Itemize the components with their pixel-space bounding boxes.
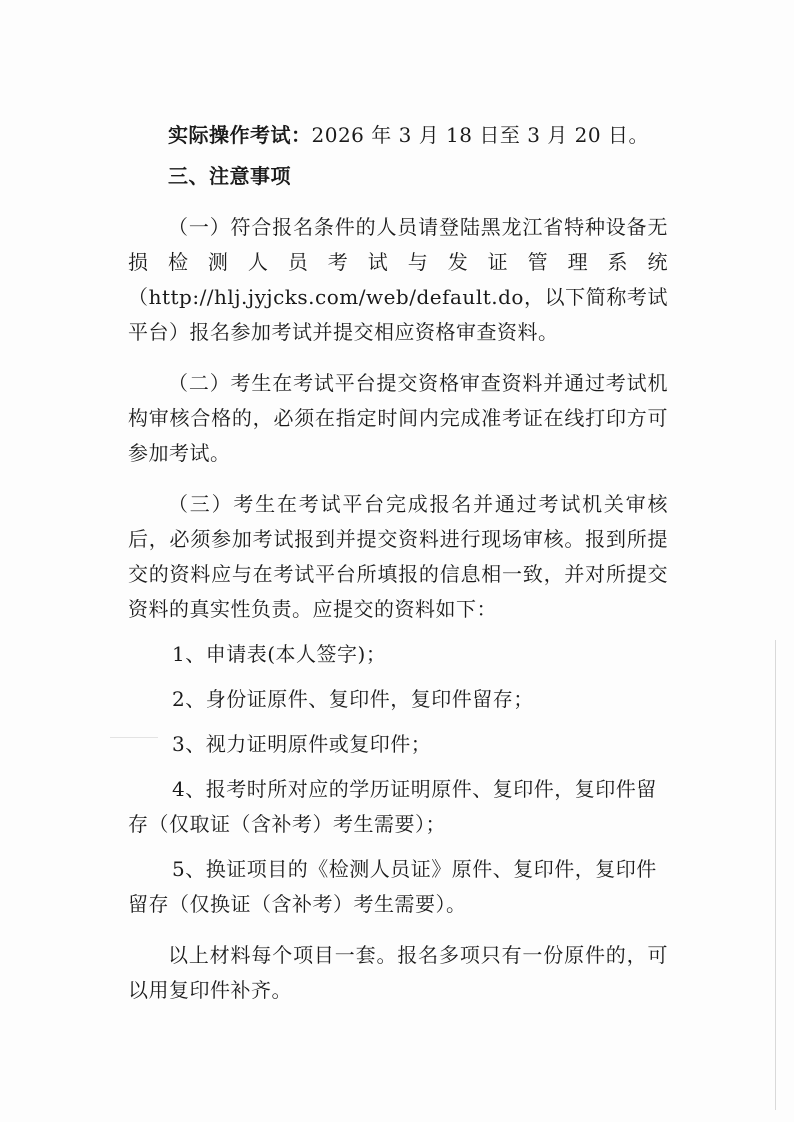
paragraph-3: （三）考生在考试平台完成报名并通过考试机关审核后，必须参加考试报到并提交资料进行现场审核。报到所提交的资料应与在考试平台所填报的信息相一致，并对所提交资料的真实性负责。应提交的资料如下： <box>128 492 668 621</box>
paragraph-1: （一）符合报名条件的人员请登陆黑龙江省特种设备无损检测人员考试与发证管理系统（http://hlj.jyjcks.com/web/default.do，以下简称考试平台）报名参加考试并提交相应资格审查资料。 <box>128 215 668 344</box>
list-item-5: 5、换证项目的《检测人员证》原件、复印件，复印件留存（仅换证（含补考）考生需要）。 <box>128 857 657 916</box>
list-item-4: 4、报考时所对应的学历证明原件、复印件，复印件留存（仅取证（含补考）考生需要）； <box>128 777 657 836</box>
document-body <box>128 118 668 1008</box>
scan-edge-line <box>775 640 776 1110</box>
list-item-1: 1、申请表(本人签字)； <box>172 642 387 666</box>
exam-date-line <box>128 118 668 153</box>
exam-date-label: 实际操作考试： <box>168 123 312 147</box>
scan-artifact-mark <box>110 737 158 738</box>
paragraph-2: （二）考生在考试平台提交资格审查资料并通过考试机构审核合格的，必须在指定时间内完成准考证在线打印方可参加考试。 <box>128 371 668 465</box>
list-item-2: 2、身份证原件、复印件，复印件留存； <box>172 687 534 711</box>
section-heading: 三、注意事项 <box>168 164 291 188</box>
list-item-3: 3、视力证明原件或复印件； <box>172 732 432 756</box>
closing-paragraph: 以上材料每个项目一套。报名多项只有一份原件的，可以用复印件补齐。 <box>128 943 668 1002</box>
exam-date-text: 2026 年 3 月 18 日至 3 月 20 日。 <box>311 123 649 147</box>
